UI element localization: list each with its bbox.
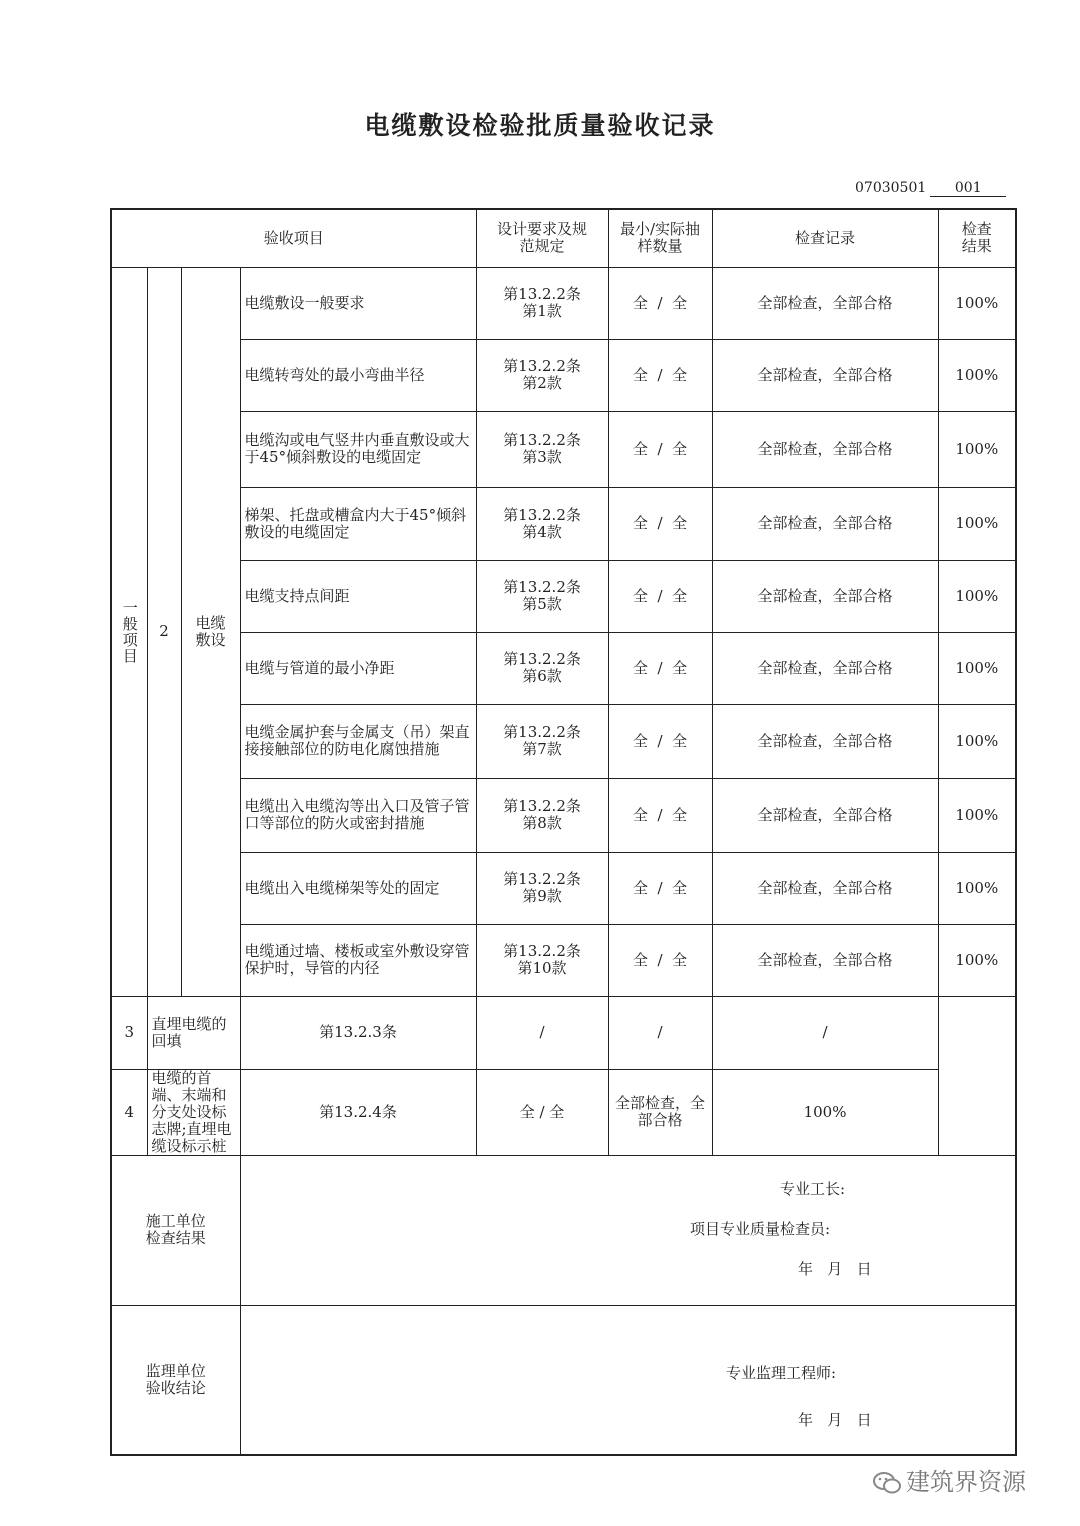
- row-number: 4: [111, 1069, 147, 1155]
- row-record: 全部检查，全部合格: [712, 560, 938, 632]
- row-sample: /: [476, 996, 608, 1069]
- row-record: 全部检查，全部合格: [712, 704, 938, 778]
- row-result: 100%: [938, 852, 1016, 924]
- row-sample: 全 / 全: [608, 267, 712, 339]
- row-record: 全部检查，全部合格: [712, 852, 938, 924]
- table-row: [111, 996, 1016, 1069]
- row-item: 电缆敷设一般要求: [240, 267, 476, 339]
- row-spec: 第13.2.2条 第1款: [476, 267, 608, 339]
- row-result: /: [712, 996, 938, 1069]
- row-result: 100%: [938, 267, 1016, 339]
- row-sample: 全 / 全: [476, 1069, 608, 1155]
- row-item: 直埋电缆的回填: [147, 996, 240, 1069]
- row-item: 电缆与管道的最小净距: [240, 632, 476, 704]
- row-spec: 第13.2.4条: [240, 1069, 476, 1155]
- row-sample: 全 / 全: [608, 704, 712, 778]
- row-item: 电缆的首端、末端和分支处设标志牌;直埋电缆设标示桩: [147, 1069, 240, 1155]
- row-spec: 第13.2.2条 第9款: [476, 852, 608, 924]
- group-name: 电缆敷设: [181, 267, 240, 996]
- page-title: 电缆敷设检验批质量验收记录: [364, 111, 716, 140]
- row-record: /: [608, 996, 712, 1069]
- row-result: 100%: [938, 560, 1016, 632]
- row-sample: 全 / 全: [608, 560, 712, 632]
- wechat-icon: [872, 1470, 902, 1496]
- row-record: 全部检查，全部合格: [608, 1069, 712, 1155]
- table-row: [111, 267, 1016, 339]
- row-item: 电缆出入电缆沟等出入口及管子管口等部位的防火或密封措施: [240, 778, 476, 852]
- table-row: [111, 1069, 1016, 1155]
- header-item: 验收项目: [111, 209, 476, 267]
- row-item: 电缆转弯处的最小弯曲半径: [240, 339, 476, 411]
- row-spec: 第13.2.2条 第7款: [476, 704, 608, 778]
- supervision-label: 监理单位验收结论: [111, 1305, 240, 1455]
- row-result: 100%: [938, 487, 1016, 560]
- row-item: 电缆沟或电气竖井内垂直敷设或大于45°倾斜敷设的电缆固定: [240, 411, 476, 487]
- row-item: 电缆支持点间距: [240, 560, 476, 632]
- group-number: 2: [147, 267, 181, 996]
- row-record: 全部检查，全部合格: [712, 778, 938, 852]
- row-record: 全部检查，全部合格: [712, 411, 938, 487]
- supervision-date: 年 月 日: [798, 1411, 872, 1429]
- row-record: 全部检查，全部合格: [712, 267, 938, 339]
- row-result: 100%: [938, 704, 1016, 778]
- row-sample: 全 / 全: [608, 632, 712, 704]
- row-item: 电缆金属护套与金属支（吊）架直接接触部位的防电化腐蚀措施: [240, 704, 476, 778]
- watermark-text: 建筑界资源: [906, 1468, 1026, 1496]
- header-spec: 设计要求及规范规定: [476, 209, 608, 267]
- row-sample: 全 / 全: [608, 924, 712, 996]
- row-spec: 第13.2.2条 第4款: [476, 487, 608, 560]
- construction-sign-area: [240, 1155, 1016, 1305]
- row-spec: 第13.2.3条: [240, 996, 476, 1069]
- construction-label: 施工单位检查结果: [111, 1155, 240, 1305]
- row-record: 全部检查，全部合格: [712, 487, 938, 560]
- category-cell: 一般项目: [111, 267, 147, 996]
- row-record: 全部检查，全部合格: [712, 924, 938, 996]
- table-row: [111, 411, 1016, 487]
- row-record: 全部检查，全部合格: [712, 632, 938, 704]
- foreman-label: 专业工长:: [780, 1180, 846, 1198]
- supervision-row: [111, 1305, 1016, 1455]
- row-spec: 第13.2.2条 第10款: [476, 924, 608, 996]
- header-record: 检查记录: [712, 209, 938, 267]
- table-row: [111, 487, 1016, 560]
- code-number: 001: [930, 180, 1006, 197]
- engineer-label: 专业监理工程师:: [726, 1364, 837, 1382]
- row-sample: 全 / 全: [608, 411, 712, 487]
- row-sample: 全 / 全: [608, 778, 712, 852]
- table-row: [111, 852, 1016, 924]
- row-result: 100%: [938, 339, 1016, 411]
- row-number: 3: [111, 996, 147, 1069]
- header-sample: 最小/实际抽样数量: [608, 209, 712, 267]
- row-record: 全部检查，全部合格: [712, 339, 938, 411]
- row-spec: 第13.2.2条 第3款: [476, 411, 608, 487]
- record-code: [855, 180, 1006, 197]
- row-sample: 全 / 全: [608, 339, 712, 411]
- row-result: 100%: [938, 632, 1016, 704]
- row-result: 100%: [712, 1069, 938, 1155]
- inspection-table: [110, 208, 1017, 1456]
- row-sample: 全 / 全: [608, 852, 712, 924]
- watermark: [872, 1462, 1026, 1497]
- table-row: [111, 560, 1016, 632]
- construction-row: [111, 1155, 1016, 1305]
- table-row: [111, 924, 1016, 996]
- row-sample: 全 / 全: [608, 487, 712, 560]
- supervision-sign-area: [240, 1305, 1016, 1455]
- row-item: 梯架、托盘或槽盒内大于45°倾斜敷设的电缆固定: [240, 487, 476, 560]
- code-label: 07030501: [855, 180, 927, 196]
- row-item: 电缆出入电缆梯架等处的固定: [240, 852, 476, 924]
- inspector-label: 项目专业质量检查员:: [690, 1220, 831, 1238]
- row-spec: 第13.2.2条 第6款: [476, 632, 608, 704]
- row-result: 100%: [938, 924, 1016, 996]
- construction-date: 年 月 日: [798, 1260, 872, 1278]
- table-row: [111, 778, 1016, 852]
- table-row: [111, 704, 1016, 778]
- row-result: 100%: [938, 411, 1016, 487]
- header-row: [111, 209, 1016, 267]
- row-spec: 第13.2.2条 第2款: [476, 339, 608, 411]
- row-item: 电缆通过墙、楼板或室外敷设穿管保护时，导管的内径: [240, 924, 476, 996]
- row-result: 100%: [938, 778, 1016, 852]
- header-result: 检查结果: [938, 209, 1016, 267]
- row-spec: 第13.2.2条 第8款: [476, 778, 608, 852]
- table-row: [111, 632, 1016, 704]
- row-spec: 第13.2.2条 第5款: [476, 560, 608, 632]
- table-row: [111, 339, 1016, 411]
